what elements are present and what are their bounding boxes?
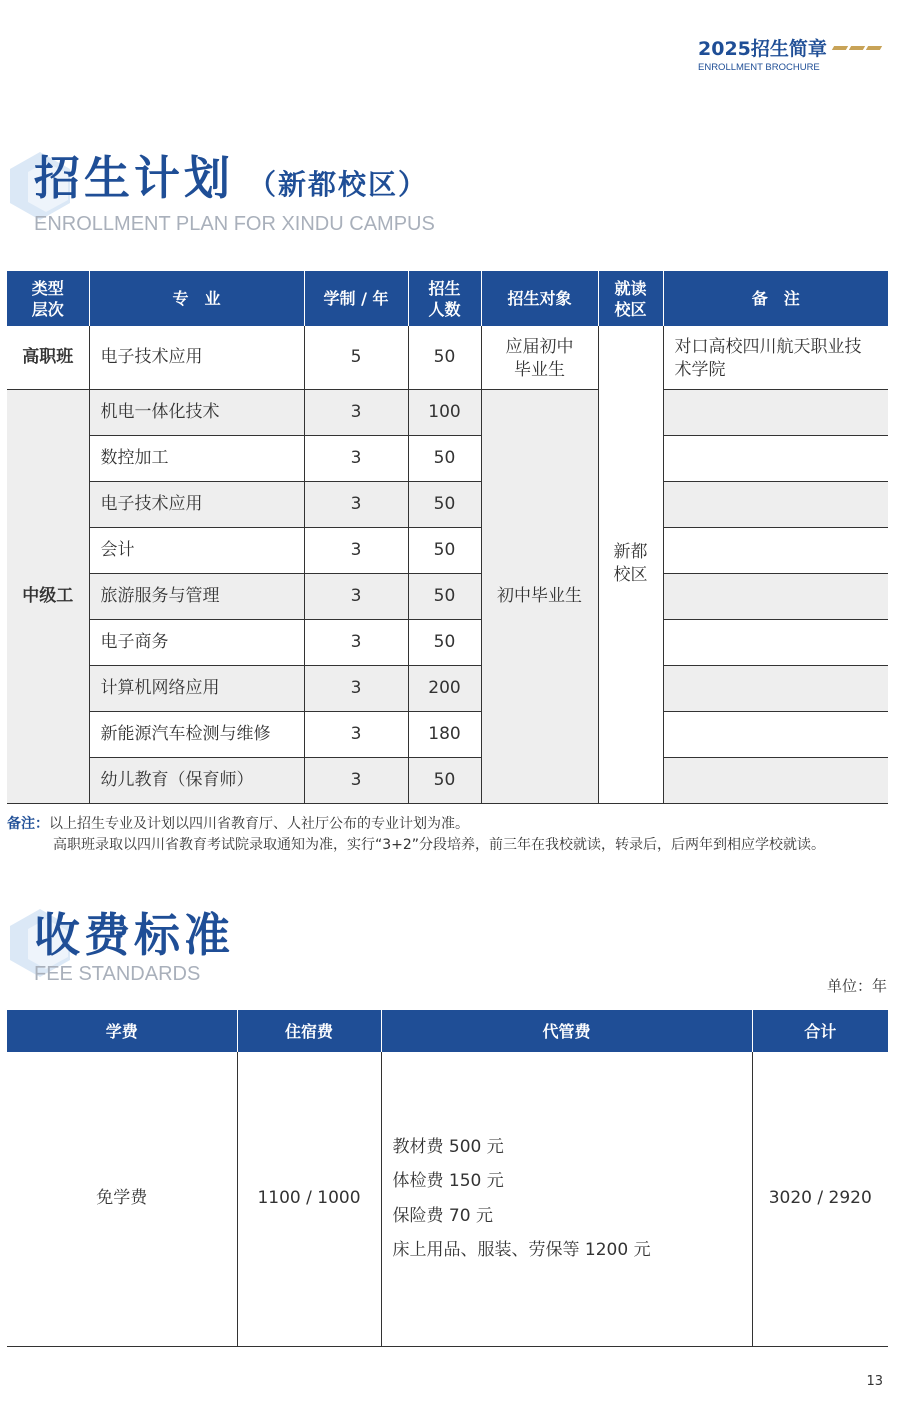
table-row — [7, 757, 888, 803]
note-line-2: 高职班录取以四川省教育考试院录取通知为准，实行“3+2”分段培养，前三年在我校就读，转录后，后两年到相应学校就读。 — [53, 837, 826, 853]
major-cell: 幼儿教育（保育师） — [89, 757, 304, 803]
years-cell: 3 — [304, 757, 408, 803]
remark-cell — [663, 527, 888, 573]
note-label: 备注： — [7, 816, 49, 832]
col-header-years: 学制 / 年 — [304, 271, 408, 326]
custody-item: 体检费 150 元 — [392, 1171, 504, 1192]
level-cell-middle: 中级工 — [7, 389, 89, 803]
years-cell: 3 — [304, 481, 408, 527]
remark-cell — [663, 757, 888, 803]
col-header-total: 合计 — [752, 1010, 888, 1052]
remark-cell-senior: 对口高校四川航天职业技 术学院 — [663, 326, 888, 389]
table-row — [7, 711, 888, 757]
table-row — [7, 326, 888, 389]
count-cell: 100 — [408, 389, 481, 435]
custody-item: 教材费 500 元 — [392, 1136, 504, 1157]
col-header-target: 招生对象 — [481, 271, 598, 326]
table-header-row — [7, 271, 888, 326]
plan-title — [34, 150, 435, 213]
fees-section-heading — [8, 907, 234, 985]
plan-title-en: ENROLLMENT PLAN FOR XINDU CAMPUS — [34, 213, 435, 235]
remark-cell — [663, 435, 888, 481]
plan-section-heading — [8, 150, 435, 235]
years-cell: 3 — [304, 711, 408, 757]
count-cell: 50 — [408, 435, 481, 481]
count-cell: 50 — [408, 757, 481, 803]
table-row — [7, 619, 888, 665]
fee-standards-table — [7, 1010, 888, 1347]
brochure-brand — [698, 34, 888, 73]
count-cell: 180 — [408, 711, 481, 757]
col-header-dorm: 住宿费 — [237, 1010, 381, 1052]
remark-cell — [663, 389, 888, 435]
col-header-custody: 代管费 — [381, 1010, 752, 1052]
count-cell: 50 — [408, 481, 481, 527]
campus-cell: 新都 校区 — [598, 326, 663, 803]
table-row — [7, 435, 888, 481]
col-header-level: 类型 层次 — [7, 271, 89, 326]
years-cell: 3 — [304, 665, 408, 711]
count-cell: 50 — [408, 573, 481, 619]
brand-subtitle: ENROLLMENT BROCHURE — [698, 62, 820, 73]
col-header-remark: 备 注 — [663, 271, 888, 326]
brand-stripes-decoration — [833, 46, 881, 50]
table-row — [7, 481, 888, 527]
count-cell: 50 — [408, 326, 481, 389]
remark-cell — [663, 711, 888, 757]
col-header-tuition: 学费 — [7, 1010, 237, 1052]
custody-fee-cell — [381, 1052, 752, 1346]
years-cell: 3 — [304, 619, 408, 665]
count-cell: 200 — [408, 665, 481, 711]
table-header-row — [7, 1010, 888, 1052]
major-cell: 电子商务 — [89, 619, 304, 665]
remark-cell — [663, 481, 888, 527]
plan-note — [7, 814, 825, 856]
years-cell: 3 — [304, 435, 408, 481]
target-cell-middle: 初中毕业生 — [481, 389, 598, 803]
table-row — [7, 665, 888, 711]
plan-title-text: 招生计划 — [34, 151, 234, 205]
col-header-campus: 就读 校区 — [598, 271, 663, 326]
table-row — [7, 527, 888, 573]
table-row — [7, 389, 888, 435]
enrollment-plan-table — [7, 271, 888, 804]
target-cell-senior: 应届初中 毕业生 — [481, 326, 598, 389]
remark-cell — [663, 573, 888, 619]
total-cell: 3020 / 2920 — [752, 1052, 888, 1346]
brand-title — [698, 34, 888, 61]
major-cell: 会计 — [89, 527, 304, 573]
level-cell-senior: 高职班 — [7, 326, 89, 389]
count-cell: 50 — [408, 527, 481, 573]
major-cell: 旅游服务与管理 — [89, 573, 304, 619]
dorm-cell: 1100 / 1000 — [237, 1052, 381, 1346]
note-line-1: 以上招生专业及计划以四川省教育厅、人社厅公布的专业计划为准。 — [49, 816, 469, 832]
major-cell: 电子技术应用 — [89, 481, 304, 527]
custody-item: 床上用品、服装、劳保等 1200 元 — [392, 1240, 651, 1261]
major-cell: 机电一体化技术 — [89, 389, 304, 435]
fees-title: 收费标准 — [34, 908, 234, 962]
remark-cell — [663, 619, 888, 665]
page-number: 13 — [866, 1374, 883, 1389]
tuition-cell: 免学费 — [7, 1052, 237, 1346]
major-cell: 数控加工 — [89, 435, 304, 481]
count-cell: 50 — [408, 619, 481, 665]
major-cell: 新能源汽车检测与维修 — [89, 711, 304, 757]
plan-campus-label: （新都校区） — [248, 168, 429, 201]
brand-title-text: 2025招生简章 — [698, 38, 827, 60]
years-cell: 5 — [304, 326, 408, 389]
major-cell: 电子技术应用 — [89, 326, 304, 389]
col-header-major: 专 业 — [89, 271, 304, 326]
fees-title-en: FEE STANDARDS — [34, 963, 201, 985]
table-row — [7, 1052, 888, 1346]
years-cell: 3 — [304, 389, 408, 435]
table-row — [7, 573, 888, 619]
major-cell: 计算机网络应用 — [89, 665, 304, 711]
col-header-count: 招生 人数 — [408, 271, 481, 326]
fees-unit-label: 单位：年 — [826, 977, 887, 995]
custody-item: 保险费 70 元 — [392, 1205, 493, 1226]
years-cell: 3 — [304, 573, 408, 619]
years-cell: 3 — [304, 527, 408, 573]
remark-cell — [663, 665, 888, 711]
